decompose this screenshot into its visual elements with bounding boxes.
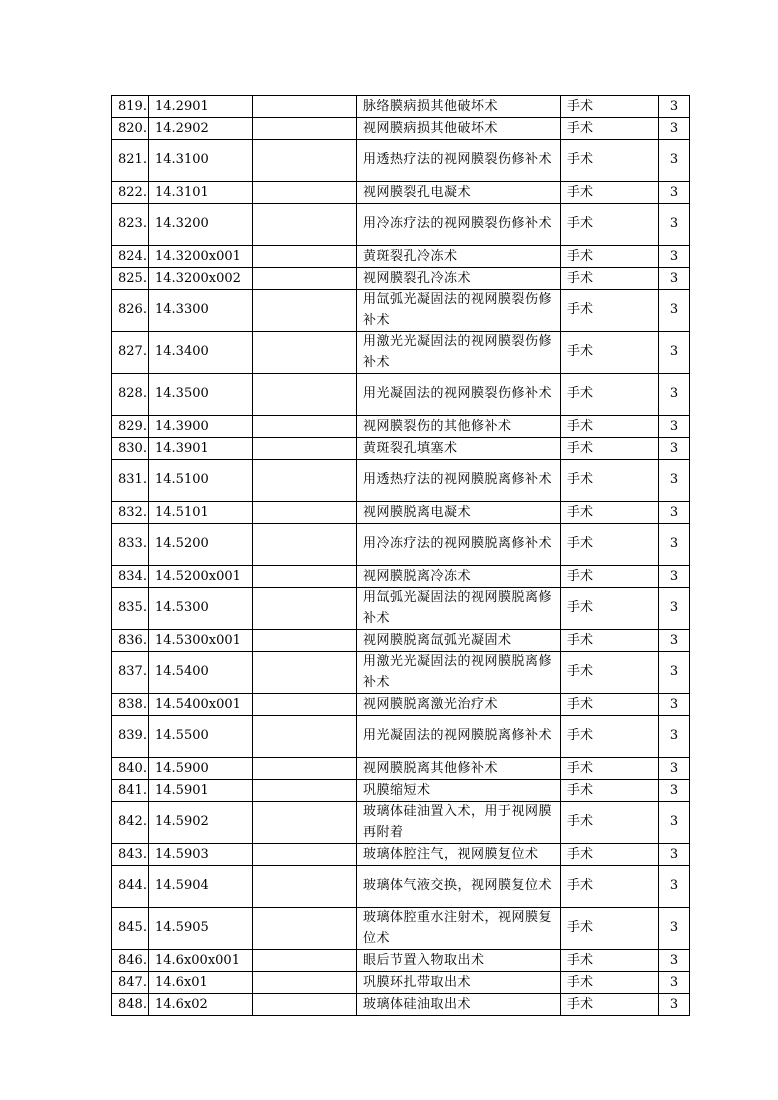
procedure-name: 视网膜脱离激光治疗术: [357, 694, 561, 716]
blank-cell: [253, 630, 357, 652]
procedure-code: 14.3500: [149, 374, 253, 416]
table-row: [112, 780, 690, 802]
procedure-name: 巩膜环扎带取出术: [357, 972, 561, 994]
blank-cell: [253, 140, 357, 182]
table-row: [112, 416, 690, 438]
blank-cell: [253, 268, 357, 290]
procedure-name: 视网膜裂孔冷冻术: [357, 268, 561, 290]
procedure-name: 视网膜病损其他破坏术: [357, 118, 561, 140]
table-row: [112, 460, 690, 502]
blank-cell: [253, 460, 357, 502]
procedure-level: 3: [659, 374, 690, 416]
procedure-code: 14.5101: [149, 502, 253, 524]
row-index: 834.: [112, 566, 149, 588]
procedure-name: 用透热疗法的视网膜脱离修补术: [357, 460, 561, 502]
table-row: [112, 758, 690, 780]
blank-cell: [253, 844, 357, 866]
row-index: 837.: [112, 652, 149, 694]
procedure-type: 手术: [561, 972, 659, 994]
procedure-code: 14.3901: [149, 438, 253, 460]
blank-cell: [253, 566, 357, 588]
procedure-type: 手术: [561, 780, 659, 802]
procedure-code: 14.3200: [149, 204, 253, 246]
table-row: [112, 866, 690, 908]
procedure-type: 手术: [561, 332, 659, 374]
procedure-type: 手术: [561, 182, 659, 204]
procedure-level: 3: [659, 416, 690, 438]
row-index: 824.: [112, 246, 149, 268]
procedure-name: 视网膜脱离其他修补术: [357, 758, 561, 780]
row-index: 845.: [112, 908, 149, 950]
procedure-type: 手术: [561, 652, 659, 694]
row-index: 836.: [112, 630, 149, 652]
procedure-name: 用光凝固法的视网膜脱离修补术: [357, 716, 561, 758]
procedure-name: 用激光光凝固法的视网膜脱离修补术: [357, 652, 561, 694]
row-index: 844.: [112, 866, 149, 908]
procedure-name: 脉络膜病损其他破坏术: [357, 96, 561, 118]
table-row: [112, 630, 690, 652]
procedure-type: 手术: [561, 290, 659, 332]
procedure-code: 14.2901: [149, 96, 253, 118]
procedure-code: 14.2902: [149, 118, 253, 140]
procedure-code: 14.3400: [149, 332, 253, 374]
table-row: [112, 374, 690, 416]
row-index: 828.: [112, 374, 149, 416]
blank-cell: [253, 908, 357, 950]
blank-cell: [253, 374, 357, 416]
procedure-name: 玻璃体硅油取出术: [357, 994, 561, 1016]
procedure-type: 手术: [561, 374, 659, 416]
row-index: 830.: [112, 438, 149, 460]
procedure-name: 用透热疗法的视网膜裂伤修补术: [357, 140, 561, 182]
procedure-level: 3: [659, 118, 690, 140]
row-index: 831.: [112, 460, 149, 502]
procedure-type: 手术: [561, 802, 659, 844]
row-index: 835.: [112, 588, 149, 630]
blank-cell: [253, 716, 357, 758]
table-row: [112, 502, 690, 524]
procedure-type: 手术: [561, 694, 659, 716]
procedure-level: 3: [659, 246, 690, 268]
blank-cell: [253, 438, 357, 460]
procedure-code: 14.5902: [149, 802, 253, 844]
procedure-type: 手术: [561, 908, 659, 950]
table-row: [112, 182, 690, 204]
procedure-type: 手术: [561, 524, 659, 566]
blank-cell: [253, 588, 357, 630]
procedure-code: 14.3100: [149, 140, 253, 182]
procedure-name: 黄斑裂孔填塞术: [357, 438, 561, 460]
procedure-code: 14.6x02: [149, 994, 253, 1016]
procedure-code: 14.6x00x001: [149, 950, 253, 972]
procedure-code: 14.6x01: [149, 972, 253, 994]
table-row: [112, 652, 690, 694]
row-index: 819.: [112, 96, 149, 118]
table-row: [112, 246, 690, 268]
procedure-type: 手术: [561, 630, 659, 652]
procedure-type: 手术: [561, 438, 659, 460]
procedure-code: 14.5905: [149, 908, 253, 950]
row-index: 841.: [112, 780, 149, 802]
blank-cell: [253, 652, 357, 694]
procedure-code: 14.5400x001: [149, 694, 253, 716]
procedure-level: 3: [659, 524, 690, 566]
procedure-code: 14.5300x001: [149, 630, 253, 652]
row-index: 846.: [112, 950, 149, 972]
procedure-table: [111, 95, 690, 1016]
procedure-code: 14.5300: [149, 588, 253, 630]
procedure-table-body: [112, 96, 690, 1016]
table-row: [112, 268, 690, 290]
procedure-code: 14.5901: [149, 780, 253, 802]
row-index: 827.: [112, 332, 149, 374]
blank-cell: [253, 758, 357, 780]
procedure-type: 手术: [561, 994, 659, 1016]
procedure-name: 视网膜裂孔电凝术: [357, 182, 561, 204]
procedure-level: 3: [659, 630, 690, 652]
procedure-level: 3: [659, 502, 690, 524]
blank-cell: [253, 118, 357, 140]
procedure-name: 巩膜缩短术: [357, 780, 561, 802]
blank-cell: [253, 950, 357, 972]
procedure-level: 3: [659, 588, 690, 630]
procedure-level: 3: [659, 716, 690, 758]
row-index: 821.: [112, 140, 149, 182]
procedure-level: 3: [659, 758, 690, 780]
procedure-name: 玻璃体硅油置入术，用于视网膜再附着: [357, 802, 561, 844]
procedure-code: 14.3200x001: [149, 246, 253, 268]
row-index: 826.: [112, 290, 149, 332]
procedure-level: 3: [659, 780, 690, 802]
procedure-type: 手术: [561, 416, 659, 438]
procedure-level: 3: [659, 844, 690, 866]
table-row: [112, 290, 690, 332]
table-row: [112, 204, 690, 246]
procedure-type: 手术: [561, 502, 659, 524]
table-row: [112, 566, 690, 588]
blank-cell: [253, 802, 357, 844]
procedure-type: 手术: [561, 844, 659, 866]
blank-cell: [253, 290, 357, 332]
table-row: [112, 972, 690, 994]
blank-cell: [253, 994, 357, 1016]
procedure-level: 3: [659, 652, 690, 694]
procedure-level: 3: [659, 694, 690, 716]
procedure-code: 14.5903: [149, 844, 253, 866]
row-index: 823.: [112, 204, 149, 246]
procedure-code: 14.3101: [149, 182, 253, 204]
blank-cell: [253, 694, 357, 716]
procedure-name: 用光凝固法的视网膜裂伤修补术: [357, 374, 561, 416]
row-index: 848.: [112, 994, 149, 1016]
row-index: 829.: [112, 416, 149, 438]
blank-cell: [253, 972, 357, 994]
procedure-name: 用冷冻疗法的视网膜裂伤修补术: [357, 204, 561, 246]
procedure-code: 14.5100: [149, 460, 253, 502]
table-row: [112, 716, 690, 758]
procedure-name: 玻璃体腔注气，视网膜复位术: [357, 844, 561, 866]
table-row: [112, 438, 690, 460]
procedure-level: 3: [659, 204, 690, 246]
procedure-type: 手术: [561, 566, 659, 588]
row-index: 839.: [112, 716, 149, 758]
procedure-code: 14.5904: [149, 866, 253, 908]
procedure-name: 用氙弧光凝固法的视网膜裂伤修补术: [357, 290, 561, 332]
row-index: 842.: [112, 802, 149, 844]
procedure-code: 14.3200x002: [149, 268, 253, 290]
procedure-type: 手术: [561, 866, 659, 908]
blank-cell: [253, 182, 357, 204]
procedure-type: 手术: [561, 460, 659, 502]
procedure-level: 3: [659, 994, 690, 1016]
procedure-name: 玻璃体气液交换，视网膜复位术: [357, 866, 561, 908]
table-row: [112, 950, 690, 972]
procedure-level: 3: [659, 332, 690, 374]
procedure-type: 手术: [561, 140, 659, 182]
procedure-name: 眼后节置入物取出术: [357, 950, 561, 972]
blank-cell: [253, 204, 357, 246]
procedure-code: 14.5500: [149, 716, 253, 758]
table-row: [112, 694, 690, 716]
procedure-type: 手术: [561, 758, 659, 780]
row-index: 832.: [112, 502, 149, 524]
table-row: [112, 332, 690, 374]
row-index: 840.: [112, 758, 149, 780]
blank-cell: [253, 502, 357, 524]
procedure-level: 3: [659, 438, 690, 460]
procedure-name: 视网膜脱离氙弧光凝固术: [357, 630, 561, 652]
procedure-name: 用氙弧光凝固法的视网膜脱离修补术: [357, 588, 561, 630]
table-row: [112, 908, 690, 950]
procedure-code: 14.3900: [149, 416, 253, 438]
table-row: [112, 994, 690, 1016]
procedure-code: 14.5900: [149, 758, 253, 780]
row-index: 820.: [112, 118, 149, 140]
procedure-level: 3: [659, 140, 690, 182]
row-index: 847.: [112, 972, 149, 994]
procedure-type: 手术: [561, 204, 659, 246]
procedure-type: 手术: [561, 950, 659, 972]
table-row: [112, 588, 690, 630]
procedure-level: 3: [659, 866, 690, 908]
row-index: 822.: [112, 182, 149, 204]
procedure-level: 3: [659, 802, 690, 844]
procedure-name: 用冷冻疗法的视网膜脱离修补术: [357, 524, 561, 566]
procedure-level: 3: [659, 908, 690, 950]
procedure-code: 14.5400: [149, 652, 253, 694]
procedure-name: 玻璃体腔重水注射术，视网膜复位术: [357, 908, 561, 950]
procedure-name: 视网膜脱离冷冻术: [357, 566, 561, 588]
procedure-name: 用激光光凝固法的视网膜裂伤修补术: [357, 332, 561, 374]
table-row: [112, 140, 690, 182]
procedure-level: 3: [659, 950, 690, 972]
table-row: [112, 802, 690, 844]
table-row: [112, 524, 690, 566]
blank-cell: [253, 246, 357, 268]
blank-cell: [253, 780, 357, 802]
procedure-code: 14.5200x001: [149, 566, 253, 588]
table-row: [112, 844, 690, 866]
procedure-type: 手术: [561, 246, 659, 268]
blank-cell: [253, 524, 357, 566]
row-index: 843.: [112, 844, 149, 866]
table-row: [112, 96, 690, 118]
procedure-level: 3: [659, 972, 690, 994]
procedure-code: 14.5200: [149, 524, 253, 566]
procedure-level: 3: [659, 566, 690, 588]
blank-cell: [253, 96, 357, 118]
procedure-type: 手术: [561, 268, 659, 290]
row-index: 838.: [112, 694, 149, 716]
procedure-name: 视网膜脱离电凝术: [357, 502, 561, 524]
row-index: 833.: [112, 524, 149, 566]
procedure-level: 3: [659, 182, 690, 204]
procedure-type: 手术: [561, 716, 659, 758]
procedure-type: 手术: [561, 96, 659, 118]
procedure-level: 3: [659, 460, 690, 502]
row-index: 825.: [112, 268, 149, 290]
procedure-type: 手术: [561, 118, 659, 140]
procedure-level: 3: [659, 290, 690, 332]
procedure-name: 视网膜裂伤的其他修补术: [357, 416, 561, 438]
procedure-level: 3: [659, 268, 690, 290]
table-row: [112, 118, 690, 140]
procedure-name: 黄斑裂孔冷冻术: [357, 246, 561, 268]
procedure-level: 3: [659, 96, 690, 118]
procedure-code: 14.3300: [149, 290, 253, 332]
procedure-type: 手术: [561, 588, 659, 630]
blank-cell: [253, 416, 357, 438]
blank-cell: [253, 332, 357, 374]
blank-cell: [253, 866, 357, 908]
